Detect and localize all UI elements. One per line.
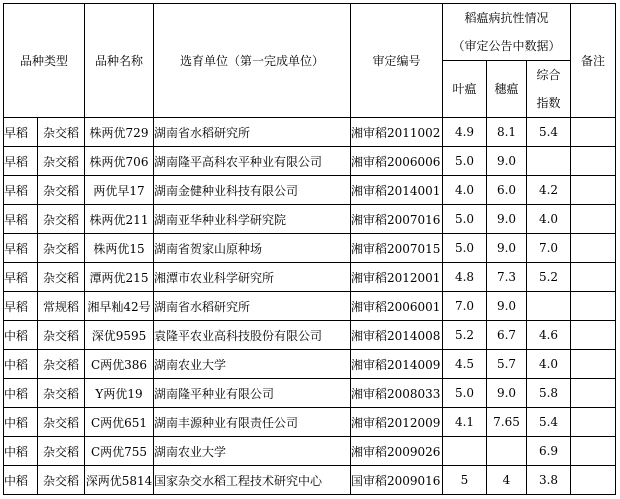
- cell-rice-kind: 杂交稻: [38, 350, 85, 379]
- cell-season: 早稻: [4, 205, 38, 234]
- cell-rice-kind: 杂交稻: [38, 205, 85, 234]
- cell-rice-kind: 杂交稻: [38, 321, 85, 350]
- cell-leaf-blast: 4.1: [443, 408, 487, 437]
- cell-panicle-blast: 6.0: [487, 176, 527, 205]
- cell-approval-code: 湘审稻2012001: [351, 263, 443, 292]
- cell-season: 早稻: [4, 118, 38, 147]
- cell-rice-kind: 常规稻: [38, 292, 85, 321]
- cell-approval-code: 湘审稻2012009: [351, 408, 443, 437]
- cell-panicle-blast: 7.3: [487, 263, 527, 292]
- cell-approval-code: 湘审稻2011002: [351, 118, 443, 147]
- header-unit: 选育单位（第一完成单位）: [154, 4, 351, 118]
- cell-breeding-unit: 国家杂交水稻工程技术研究中心: [154, 466, 351, 495]
- cell-panicle-blast: 7.65: [487, 408, 527, 437]
- table-row: [4, 408, 616, 437]
- table-row: [4, 147, 616, 176]
- cell-season: 早稻: [4, 263, 38, 292]
- cell-composite-index: 3.8: [527, 466, 571, 495]
- cell-season: 早稻: [4, 292, 38, 321]
- cell-remark: [571, 350, 616, 379]
- cell-leaf-blast: 4.9: [443, 118, 487, 147]
- cell-leaf-blast: 5.0: [443, 205, 487, 234]
- header-name: 品种名称: [85, 4, 154, 118]
- cell-approval-code: 湘审稻2014008: [351, 321, 443, 350]
- cell-composite-index: 4.2: [527, 176, 571, 205]
- cell-approval-code: 湘审稻2009026: [351, 437, 443, 466]
- cell-composite-index: 5.4: [527, 408, 571, 437]
- table-row: [4, 118, 616, 147]
- cell-remark: [571, 292, 616, 321]
- cell-composite-index: [527, 147, 571, 176]
- cell-composite-index: 4.0: [527, 205, 571, 234]
- cell-season: 早稻: [4, 176, 38, 205]
- cell-breeding-unit: 湖南农业大学: [154, 350, 351, 379]
- cell-panicle-blast: 5.7: [487, 350, 527, 379]
- cell-approval-code: 湘审稻2006001: [351, 292, 443, 321]
- cell-remark: [571, 321, 616, 350]
- cell-breeding-unit: 湖南丰源种业有限责任公司: [154, 408, 351, 437]
- table-row: [4, 466, 616, 495]
- cell-panicle-blast: 9.0: [487, 234, 527, 263]
- cell-leaf-blast: 4.8: [443, 263, 487, 292]
- cell-season: 中稻: [4, 437, 38, 466]
- cell-variety-name: 株两优15: [85, 234, 154, 263]
- cell-remark: [571, 147, 616, 176]
- table-row: [4, 263, 616, 292]
- cell-variety-name: 株两优729: [85, 118, 154, 147]
- cell-season: 中稻: [4, 350, 38, 379]
- cell-panicle-blast: [487, 437, 527, 466]
- cell-breeding-unit: 湖南隆平种业有限公司: [154, 379, 351, 408]
- cell-leaf-blast: 5: [443, 466, 487, 495]
- cell-approval-code: 湘审稻2014009: [351, 350, 443, 379]
- cell-leaf-blast: 5.0: [443, 234, 487, 263]
- cell-breeding-unit: 湖南亚华种业科学研究院: [154, 205, 351, 234]
- header-panicle-blast: 穗瘟: [487, 61, 527, 118]
- cell-composite-index: 6.9: [527, 437, 571, 466]
- cell-rice-kind: 杂交稻: [38, 408, 85, 437]
- cell-season: 中稻: [4, 379, 38, 408]
- cell-season: 中稻: [4, 466, 38, 495]
- cell-rice-kind: 杂交稻: [38, 379, 85, 408]
- cell-variety-name: C两优386: [85, 350, 154, 379]
- table-row: [4, 292, 616, 321]
- cell-rice-kind: 杂交稻: [38, 118, 85, 147]
- cell-breeding-unit: 湘潭市农业科学研究所: [154, 263, 351, 292]
- cell-approval-code: 湘审稻2008033: [351, 379, 443, 408]
- cell-remark: [571, 466, 616, 495]
- cell-leaf-blast: 5.0: [443, 147, 487, 176]
- table-row: [4, 437, 616, 466]
- cell-approval-code: 国审稻2009016: [351, 466, 443, 495]
- cell-rice-kind: 杂交稻: [38, 234, 85, 263]
- table-row: [4, 176, 616, 205]
- cell-rice-kind: 杂交稻: [38, 437, 85, 466]
- cell-leaf-blast: 5.0: [443, 379, 487, 408]
- cell-breeding-unit: 袁隆平农业高科技股份有限公司: [154, 321, 351, 350]
- cell-composite-index: [527, 292, 571, 321]
- cell-leaf-blast: 7.0: [443, 292, 487, 321]
- header-resistance: 稻瘟病抗性情况: [443, 4, 571, 33]
- cell-composite-index: 5.8: [527, 379, 571, 408]
- cell-panicle-blast: 4: [487, 466, 527, 495]
- cell-panicle-blast: 8.1: [487, 118, 527, 147]
- header-leaf-blast: 叶瘟: [443, 61, 487, 118]
- cell-breeding-unit: 湖南金健种业科技有限公司: [154, 176, 351, 205]
- cell-approval-code: 湘审稻2006006: [351, 147, 443, 176]
- cell-leaf-blast: 4.5: [443, 350, 487, 379]
- table-body: [4, 118, 616, 495]
- header-approval: 审定编号: [351, 4, 443, 118]
- cell-season: 早稻: [4, 147, 38, 176]
- table-row: [4, 234, 616, 263]
- cell-panicle-blast: 6.7: [487, 321, 527, 350]
- cell-leaf-blast: 4.0: [443, 176, 487, 205]
- cell-breeding-unit: 湖南省贺家山原种场: [154, 234, 351, 263]
- cell-remark: [571, 408, 616, 437]
- cell-remark: [571, 118, 616, 147]
- header-remark: 备注: [571, 4, 616, 118]
- cell-panicle-blast: 9.0: [487, 292, 527, 321]
- table-row: [4, 321, 616, 350]
- cell-approval-code: 湘审稻2014001: [351, 176, 443, 205]
- cell-variety-name: 株两优211: [85, 205, 154, 234]
- header-type: 品种类型: [4, 4, 85, 118]
- cell-leaf-blast: [443, 437, 487, 466]
- cell-variety-name: 株两优706: [85, 147, 154, 176]
- cell-rice-kind: 杂交稻: [38, 263, 85, 292]
- cell-rice-kind: 杂交稻: [38, 466, 85, 495]
- cell-breeding-unit: 湖南省水稻研究所: [154, 118, 351, 147]
- cell-composite-index: 5.4: [527, 118, 571, 147]
- cell-rice-kind: 杂交稻: [38, 176, 85, 205]
- table-row: [4, 379, 616, 408]
- cell-variety-name: C两优651: [85, 408, 154, 437]
- table-row: [4, 350, 616, 379]
- cell-variety-name: 深优9595: [85, 321, 154, 350]
- cell-remark: [571, 205, 616, 234]
- header-composite-line1: 综合: [536, 68, 561, 82]
- cell-composite-index: 4.6: [527, 321, 571, 350]
- cell-breeding-unit: 湖南农业大学: [154, 437, 351, 466]
- cell-composite-index: 4.0: [527, 350, 571, 379]
- cell-panicle-blast: 9.0: [487, 147, 527, 176]
- cell-leaf-blast: 5.2: [443, 321, 487, 350]
- cell-variety-name: C两优755: [85, 437, 154, 466]
- header-resistance-sub: （审定公告中数据）: [443, 33, 571, 61]
- cell-remark: [571, 234, 616, 263]
- cell-panicle-blast: 9.0: [487, 205, 527, 234]
- rice-blast-resistance-table: [3, 3, 616, 495]
- header-composite-line2: 指数: [536, 96, 561, 110]
- cell-approval-code: 湘审稻2007016: [351, 205, 443, 234]
- table-row: [4, 205, 616, 234]
- cell-remark: [571, 437, 616, 466]
- cell-composite-index: 5.2: [527, 263, 571, 292]
- cell-season: 早稻: [4, 234, 38, 263]
- cell-variety-name: 两优早17: [85, 176, 154, 205]
- cell-variety-name: 湘早籼42号: [85, 292, 154, 321]
- cell-composite-index: 7.0: [527, 234, 571, 263]
- cell-season: 中稻: [4, 408, 38, 437]
- cell-remark: [571, 176, 616, 205]
- cell-breeding-unit: 湖南隆平高科农平种业有限公司: [154, 147, 351, 176]
- cell-panicle-blast: 9.0: [487, 379, 527, 408]
- cell-remark: [571, 379, 616, 408]
- cell-rice-kind: 杂交稻: [38, 147, 85, 176]
- cell-breeding-unit: 湖南省水稻研究所: [154, 292, 351, 321]
- cell-variety-name: Y两优19: [85, 379, 154, 408]
- header-composite-index: [527, 61, 571, 118]
- cell-variety-name: 深两优5814: [85, 466, 154, 495]
- cell-variety-name: 潭两优215: [85, 263, 154, 292]
- cell-season: 中稻: [4, 321, 38, 350]
- cell-approval-code: 湘审稻2007015: [351, 234, 443, 263]
- cell-remark: [571, 263, 616, 292]
